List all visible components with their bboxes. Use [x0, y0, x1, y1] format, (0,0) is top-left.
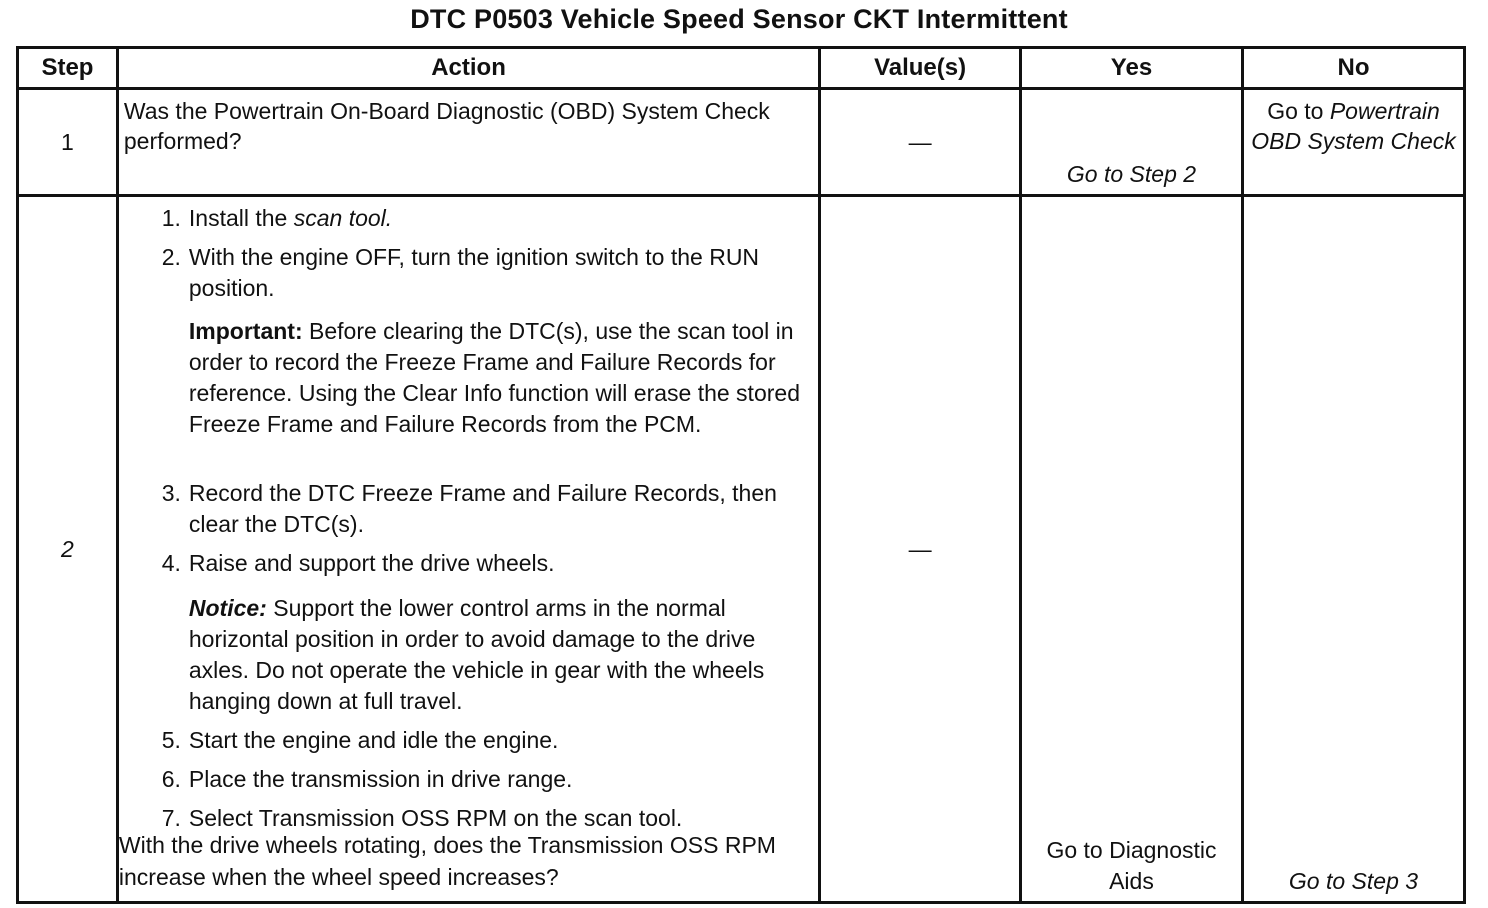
list-number: 3.	[161, 480, 181, 506]
list-number: 1.	[161, 205, 181, 231]
list-text: Start the engine and idle the engine.	[188, 727, 559, 753]
list-text: With the engine OFF, turn the ignition switch to the RUN position.	[188, 244, 760, 301]
header-values: Value(s)	[820, 48, 1021, 89]
list-text: Raise and support the drive wheels.	[188, 550, 555, 576]
step-number: 2	[18, 196, 118, 903]
list-number: 6.	[161, 766, 181, 792]
important-note	[189, 316, 810, 440]
important-text: Before clearing the DTC(s), use the scan tool in order to record the Freeze Frame and Failure Records for reference. Using the Clear Info function will erase the stored Freeze Frame and Failure Records from the PCM.	[188, 318, 800, 437]
page-title: DTC P0503 Vehicle Speed Sensor CKT Intermittent	[410, 4, 1068, 34]
list-number: 7.	[161, 805, 181, 831]
action-question: With the drive wheels rotating, does the Transmission OSS RPM increase when the wheel speed increases?	[118, 832, 776, 890]
list-text: Record the DTC Freeze Frame and Failure Records, then clear the DTC(s).	[188, 480, 777, 537]
list-text: Place the transmission in drive range.	[188, 766, 573, 792]
scan-tool-term: scan tool.	[293, 205, 393, 231]
no-prefix: Go to	[1267, 98, 1324, 124]
yes-link[interactable]: Go to Step 2	[1020, 89, 1242, 196]
no-link[interactable]: Powertrain OBD System Check	[1251, 98, 1456, 154]
table-row	[18, 89, 1465, 196]
important-label: Important:	[188, 318, 303, 344]
list-text-plain: Install the	[188, 205, 288, 231]
no-cell	[1242, 89, 1464, 196]
notice-label: Notice:	[188, 595, 267, 621]
values-cell: —	[820, 196, 1021, 903]
list-text: Select Transmission OSS RPM on the scan tool.	[188, 805, 683, 831]
table-row	[18, 196, 1465, 903]
header-step: Step	[18, 48, 118, 89]
list-number: 5.	[161, 727, 181, 753]
notice-note	[189, 593, 810, 717]
diagnostic-table	[16, 46, 1466, 904]
header-action: Action	[117, 48, 819, 89]
header-row	[18, 48, 1465, 89]
step-number: 1	[18, 89, 118, 196]
header-yes: Yes	[1020, 48, 1242, 89]
action-cell	[117, 196, 819, 903]
action-question: Was the Powertrain On-Board Diagnostic (OBD) System Check performed?	[117, 89, 819, 196]
values-cell: —	[820, 89, 1021, 196]
list-text	[189, 203, 812, 234]
yes-link[interactable]: Go to Diagnostic Aids	[1020, 196, 1242, 903]
no-link[interactable]: Go to Step 3	[1242, 196, 1464, 903]
header-no: No	[1242, 48, 1464, 89]
list-number: 4.	[161, 550, 181, 576]
notice-text: Support the lower control arms in the normal horizontal position in order to avoid damage to the drive axles. Do not operate the vehicle in gear with the wheels hanging down at full travel.	[188, 595, 765, 714]
list-number: 2.	[161, 244, 181, 270]
